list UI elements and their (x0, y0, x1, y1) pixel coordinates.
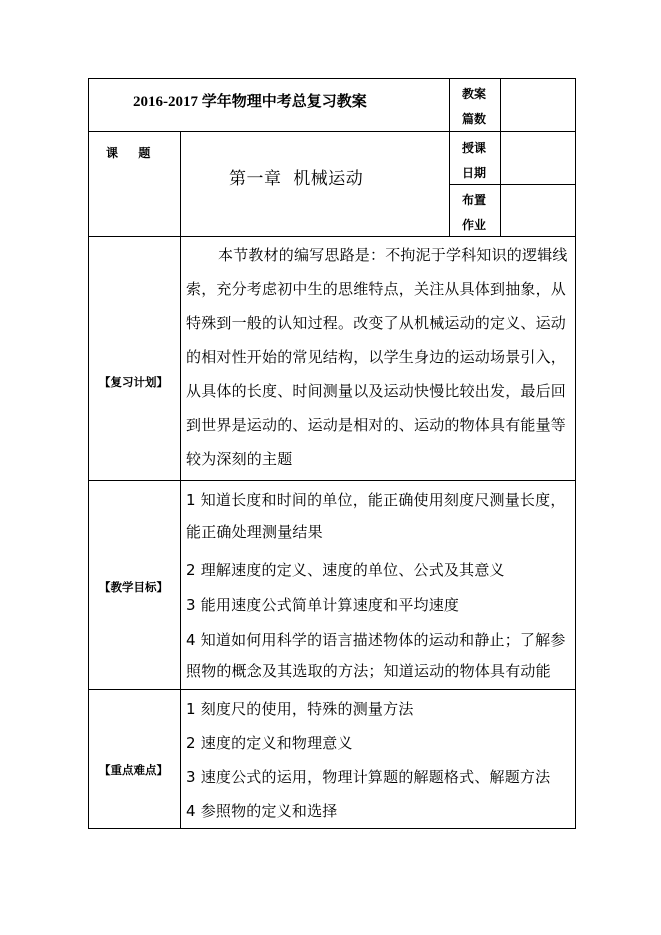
topic-label: 课 题 (106, 146, 155, 160)
count-label-line-1: 教案 (462, 87, 487, 101)
objective-line: 1 知道长度和时间的单位，能正确使用刻度尺测量长度， (186, 491, 566, 509)
date-label-line-1: 授课 (462, 141, 487, 155)
count-label-line-2: 篇数 (462, 112, 487, 126)
document-title: 2016-2017 学年物理中考总复习教案 (133, 94, 367, 110)
review-plan-line: 从具体的长度、时间测量以及运动快慢比较出发，最后回 (186, 382, 567, 400)
key-point-line: 2 速度的定义和物理意义 (186, 734, 353, 752)
homework-value-cell (500, 184, 576, 237)
date-value-cell (500, 131, 576, 185)
review-plan-label-cell (88, 236, 181, 481)
review-plan-label: 【复习计划】 (99, 375, 168, 389)
chapter-title: 第一章 机械运动 (229, 169, 364, 189)
key-points-label: 【重点难点】 (99, 763, 168, 777)
review-plan-line: 索，充分考虑初中生的思维特点，关注从具体到抽象，从 (186, 280, 567, 298)
key-points-label-cell (88, 689, 181, 829)
objectives-content-cell (180, 480, 576, 690)
key-point-line: 1 刻度尺的使用，特殊的测量方法 (186, 700, 414, 718)
homework-label-line-2: 作业 (462, 218, 487, 232)
objective-line: 2 理解速度的定义、速度的单位、公式及其意义 (186, 561, 505, 579)
objective-line: 4 知道如何用科学的语言描述物体的运动和静止；了解参 (186, 631, 566, 649)
review-plan-line: 到世界是运动的、运动是相对的、运动的物体具有能量等 (186, 416, 567, 434)
objectives-label: 【教学目标】 (99, 580, 168, 594)
objective-line: 3 能用速度公式简单计算速度和平均速度 (186, 596, 460, 614)
review-plan-line: 特殊到一般的认知过程。改变了从机械运动的定义、运动 (186, 314, 567, 332)
key-point-line: 4 参照物的定义和选择 (186, 802, 338, 820)
homework-label-line-1: 布置 (462, 193, 487, 207)
count-value-cell (500, 78, 576, 132)
review-plan-line: 本节教材的编写思路是：不拘泥于学科知识的逻辑线 (218, 246, 568, 264)
objective-line: 能正确处理测量结果 (186, 523, 323, 541)
objective-line: 照物的概念及其选取的方法；知道运动的物体具有动能 (186, 662, 551, 680)
date-label-line-2: 日期 (462, 166, 487, 180)
review-plan-line: 的相对性开始的常见结构，以学生身边的运动场景引入， (186, 348, 567, 366)
key-point-line: 3 速度公式的运用，物理计算题的解题格式、解题方法 (186, 768, 551, 786)
review-plan-line: 较为深刻的主题 (186, 450, 293, 468)
